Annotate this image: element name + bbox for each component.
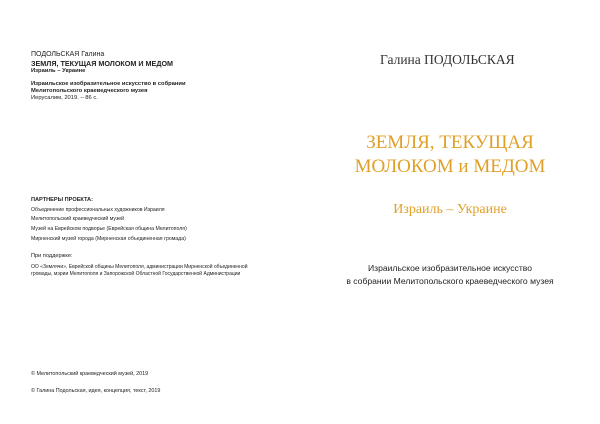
copyright-museum: © Мелитопольский краеведческий музей, 2019 bbox=[31, 371, 149, 377]
imprint-subtitle: Израиль – Украине bbox=[31, 68, 86, 74]
book-title-line1: ЗЕМЛЯ, ТЕКУЩАЯ bbox=[366, 132, 534, 153]
imprint-title: ЗЕМЛЯ, ТЕКУЩАЯ МОЛОКОМ И МЕДОМ bbox=[31, 59, 174, 68]
book-title-line2: МОЛОКОМ и МЕДОМ bbox=[354, 156, 546, 177]
imprint-author: ПОДОЛЬСКАЯ Галина bbox=[31, 51, 105, 58]
partner-item: Мелитопольский краеведческий музей bbox=[31, 216, 125, 222]
title-page bbox=[300, 0, 600, 424]
support-heading: При поддержке: bbox=[31, 253, 73, 259]
support-line2: громады, мэрии Мелитополя и Запорожской Областной Государственной Администрации bbox=[31, 271, 241, 277]
support-line1: ОО «Землячи», Еврейской общины Мелитополя, администрации Мирненской объединенной bbox=[31, 264, 248, 270]
imprint-publication: Иерусалим, 2019. – 86 с. bbox=[31, 95, 98, 101]
book-subtitle: Израиль – Украине bbox=[393, 202, 507, 217]
imprint-description-line2: Мелитопольского краеведческого музея bbox=[31, 88, 148, 94]
copyright-author: © Галина Подольская, идея, концепция, текст, 2019 bbox=[31, 388, 161, 394]
partners-heading: ПАРТНЕРЫ ПРОЕКТА: bbox=[31, 197, 93, 203]
partner-item: Мирненский музей города (Мирненская объединенная громада) bbox=[31, 236, 186, 242]
partner-item: Объединение профессиональных художников Израиля bbox=[31, 207, 165, 213]
book-description-line2: в собрании Мелитопольского краеведческого музея bbox=[346, 276, 554, 286]
book-description-line1: Израильское изобразительное искусство bbox=[367, 263, 533, 273]
imprint-description-line1: Израильское изобразительное искусство в собрании bbox=[31, 81, 186, 87]
partner-item: Музей на Еврейском подворье (Еврейская община Мелитополя) bbox=[31, 226, 187, 232]
author-name: Галина ПОДОЛЬСКАЯ bbox=[380, 52, 515, 67]
